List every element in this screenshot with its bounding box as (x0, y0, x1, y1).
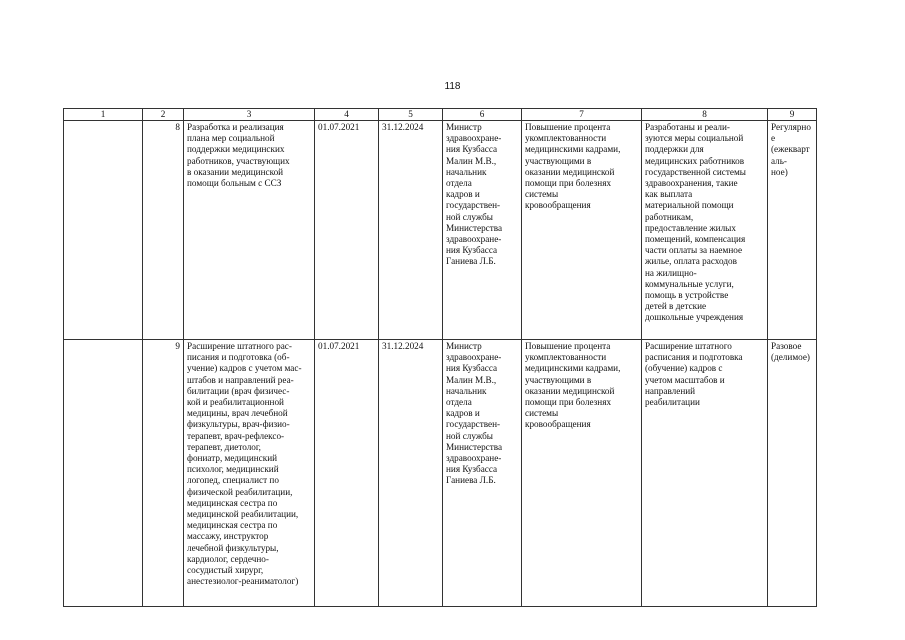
column-header-5: 5 (379, 109, 443, 121)
responsible-cell (443, 340, 522, 607)
start-date-cell: 01.07.2021 (315, 121, 379, 340)
table-row (64, 121, 817, 340)
empty-cell (64, 121, 143, 340)
end-date-cell: 31.12.2024 (379, 121, 443, 340)
column-header-4: 4 (315, 109, 379, 121)
column-header-1: 1 (64, 109, 143, 121)
item-number: 9 (143, 340, 184, 607)
periodicity-text: Регулярное (ежекварталь- ное) (771, 122, 811, 177)
column-number-row (64, 109, 817, 121)
responsible-text: Министр здравоохране- ния Кузбасса Малин М.В., начальник отдела кадров и государствен- ной службы Министерства здравоохране- ния Кузбасса Ганиева Л.Б. (446, 122, 503, 267)
activity-text: Разработка и реализация плана мер социальной поддержки медицинских работников, участвующих в оказании медицинской помощи больным с ССЗ (187, 122, 290, 189)
action-plan-table (63, 108, 817, 607)
periodicity-text: Разовое (делимое) (771, 341, 810, 363)
column-header-3: 3 (184, 109, 315, 121)
start-date-cell: 01.07.2021 (315, 340, 379, 607)
column-header-9: 9 (768, 109, 817, 121)
activity-cell (184, 340, 315, 607)
indicator-text: Повышение процента укомплектованности медицинскими кадрами, участвующими в оказании медицинской помощи при болезнях системы кровообращения (525, 341, 621, 430)
column-header-7: 7 (522, 109, 642, 121)
result-text: Расширение штатного расписания и подготовка (обучение) кадров с учетом масштабов и направлений реабилитации (645, 341, 743, 408)
responsible-text: Министр здравоохране- ния Кузбасса Малин М.В., начальник отдела кадров и государствен- ной службы Министерства здравоохране- ния Кузбасса Ганиева Л.Б. (446, 341, 503, 486)
result-cell (642, 121, 768, 340)
column-header-2: 2 (143, 109, 184, 121)
column-header-6: 6 (443, 109, 522, 121)
activity-cell (184, 121, 315, 340)
periodicity-cell (768, 121, 817, 340)
item-number: 8 (143, 121, 184, 340)
table-row (64, 340, 817, 607)
result-cell (642, 340, 768, 607)
result-text: Разработаны и реали- зуются меры социальной поддержки для медицинских работников государственной системы здравоохранения, такие как выплата материальной помощи работникам, предоставление жилых помещений, компенсация части оплаты за наемное жилье, оплата расходов на жилищно- коммунальные услуги, помощь в устройстве детей в детские дошкольные учреждения (645, 122, 746, 323)
periodicity-cell (768, 340, 817, 607)
indicator-text: Повышение процента укомплектованности медицинскими кадрами, участвующими в оказании медицинской помощи при болезнях системы кровообращения (525, 122, 621, 211)
page-number: 118 (444, 81, 461, 92)
indicator-cell (522, 121, 642, 340)
activity-text: Расширение штатного рас- писания и подготовка (об- учение) кадров с учетом мас- штабов и направлений реа- билитации (врач физичес- кой и реабилитационной медицины, врач лечебной физкультуры, врач-физио- терапевт, врач-рефлексо- терапевт, диетолог, фониатр, медицинский психолог, медицинский логопед, специалист по физической реабилитации, медицинская сестра по медицинской реабилитации, медицинская сестра по массажу, инструктор лечебной физкультуры, кардиолог, сердечно- сосудистый хирург, анестезиолог-реаниматолог) (187, 341, 302, 587)
responsible-cell (443, 121, 522, 340)
empty-cell (64, 340, 143, 607)
end-date-cell: 31.12.2024 (379, 340, 443, 607)
column-header-8: 8 (642, 109, 768, 121)
indicator-cell (522, 340, 642, 607)
